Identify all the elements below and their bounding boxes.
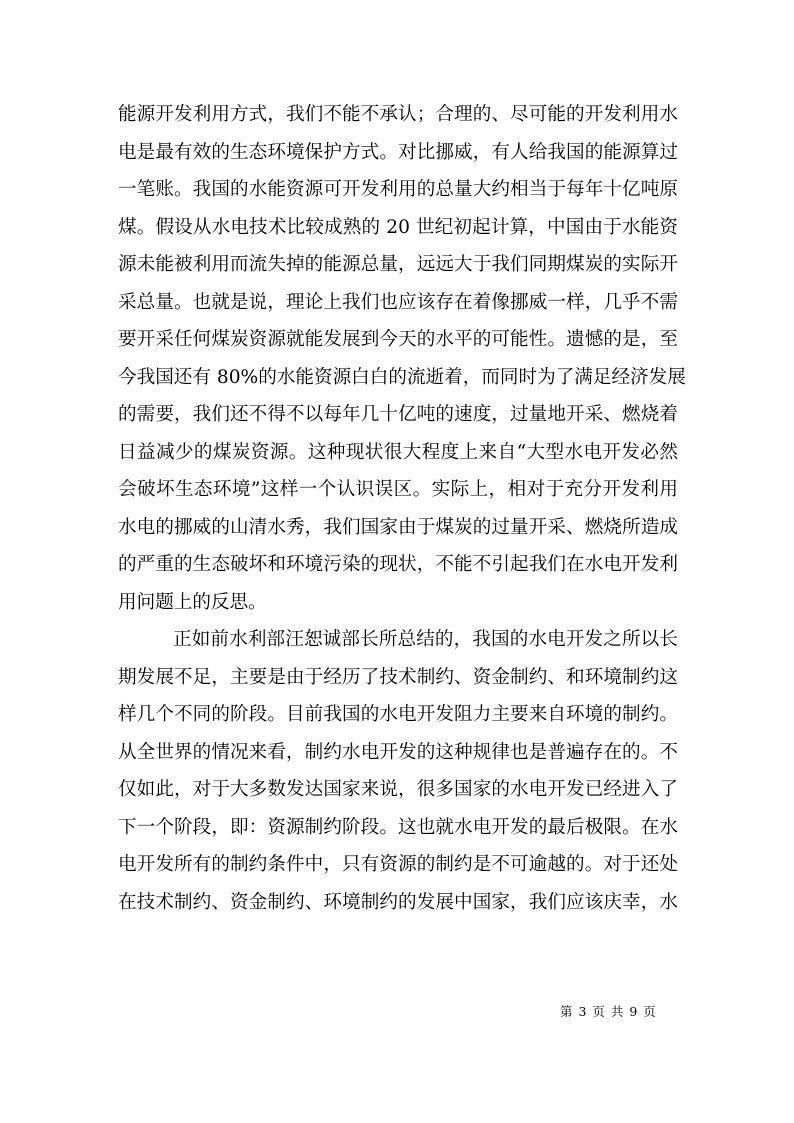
text-line: 煤。假设从水电技术比较成熟的 20 世纪初起计算，中国由于水能资 bbox=[118, 216, 678, 238]
text-line: 的严重的生态破坏和环境污染的现状，不能不引起我们在水电开发利 bbox=[118, 554, 678, 575]
text-line: 从全世界的情况来看，制约水电开发的这种规律也是普遍存在的。不 bbox=[118, 741, 678, 763]
text-line: 电开发所有的制约条件中，只有资源的制约是不可逾越的。对于还处 bbox=[118, 854, 678, 875]
page-number: 第 3 页 共 9 页 bbox=[560, 1004, 657, 1019]
text-line: 采总量。也就是说，理论上我们也应该存在着像挪威一样，几乎不需 bbox=[118, 291, 678, 313]
text-line: 样几个不同的阶段。目前我国的水电开发阻力主要来自环境的制约。 bbox=[118, 704, 678, 725]
text-line: 仅如此，对于大多数发达国家来说，很多国家的水电开发已经进入了 bbox=[118, 779, 678, 800]
text-line: 能源开发利用方式，我们不能不承认；合理的、尽可能的开发利用水 bbox=[118, 104, 678, 125]
text-line: 电是最有效的生态环境保护方式。对比挪威，有人给我国的能源算过 bbox=[118, 141, 678, 163]
text-line: 会破坏生态环境”这样一个认识误区。实际上，相对于充分开发利用 bbox=[118, 479, 678, 500]
paragraph-2 bbox=[118, 621, 678, 921]
paragraph-1 bbox=[118, 96, 686, 621]
text-line: 水电的挪威的山清水秀，我们国家由于煤炭的过量开采、燃烧所造成 bbox=[118, 516, 678, 538]
text-line: 要开采任何煤炭资源就能发展到今天的水平的可能性。遗憾的是，至 bbox=[118, 329, 678, 350]
text-line: 一笔账。我国的水能资源可开发利用的总量大约相当于每年十亿吨原 bbox=[118, 179, 678, 200]
text-line: 期发展不足，主要是由于经历了技术制约、资金制约、和环境制约这 bbox=[118, 666, 678, 688]
text-line: 在技术制约、资金制约、环境制约的发展中国家，我们应该庆幸，水 bbox=[118, 891, 678, 913]
document-body bbox=[118, 96, 686, 921]
text-line: 的需要，我们还不得不以每年几十亿吨的速度，过量地开采、燃烧着 bbox=[118, 404, 678, 425]
text-line: 用问题上的反思。 bbox=[118, 591, 267, 613]
text-line: 今我国还有 80%的水能资源白白的流逝着，而同时为了满足经济发展 bbox=[118, 366, 686, 388]
text-line: 正如前水利部汪恕诚部长所总结的，我国的水电开发之所以长 bbox=[173, 629, 678, 650]
text-line: 源未能被利用而流失掉的能源总量，远远大于我们同期煤炭的实际开 bbox=[118, 254, 678, 275]
text-line: 日益减少的煤炭资源。这种现状很大程度上来自“大型水电开发必然 bbox=[118, 441, 678, 463]
text-line: 下一个阶段，即：资源制约阶段。这也就水电开发的最后极限。在水 bbox=[118, 816, 678, 838]
